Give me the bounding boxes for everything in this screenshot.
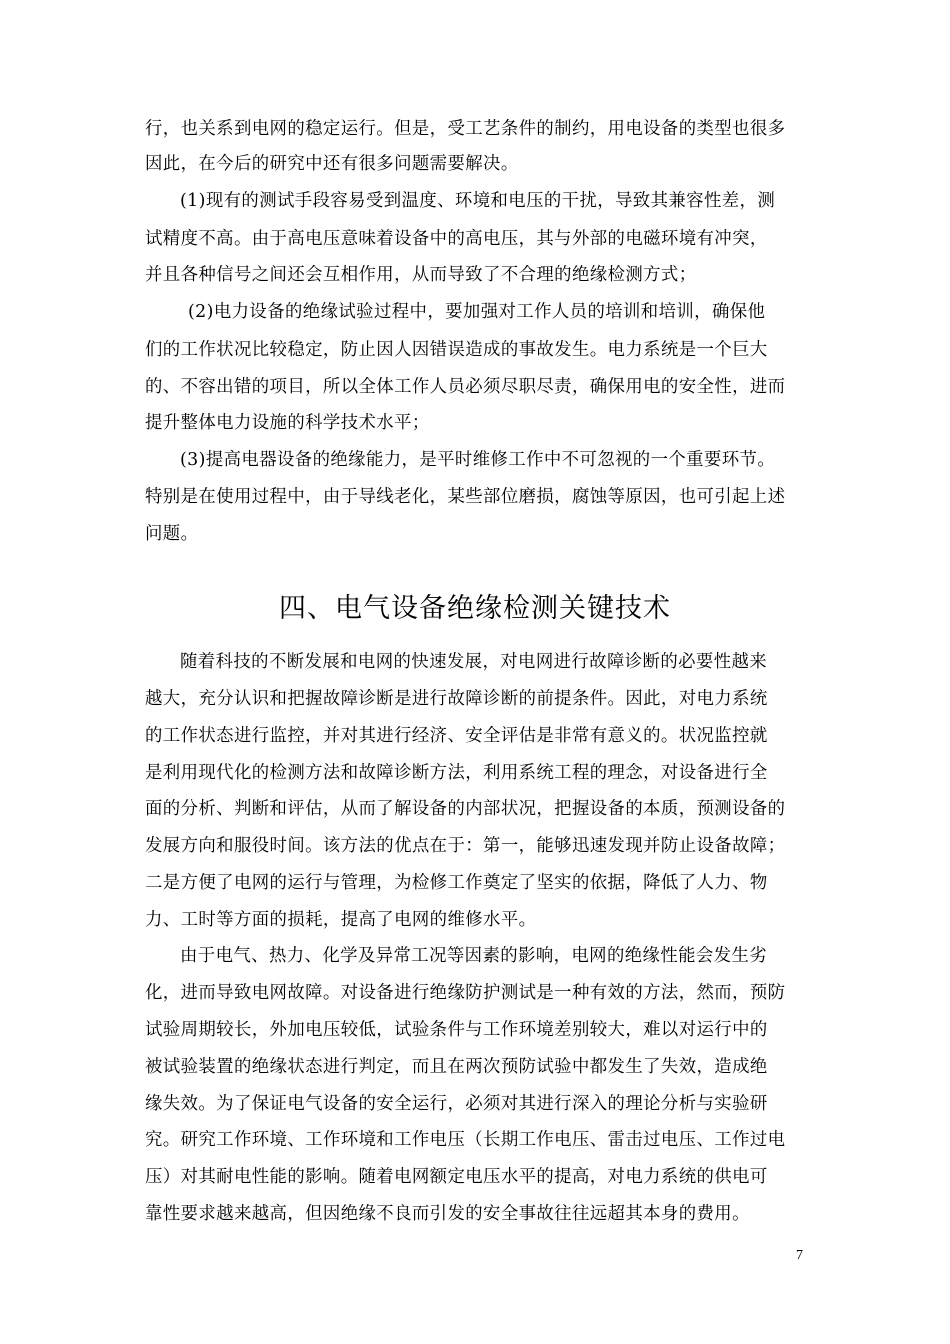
text-line: (1)现有的测试手段容易受到温度、环境和电压的干扰，导致其兼容性差，测 bbox=[180, 191, 776, 211]
text-line: 缘失效。为了保证电气设备的安全运行，必须对其进行深入的理论分析与实验研 bbox=[145, 1094, 768, 1114]
text-line: 力、工时等方面的损耗，提高了电网的维修水平。 bbox=[145, 910, 537, 930]
page-number: 7 bbox=[796, 1248, 803, 1263]
text-line: 面的分析、判断和评估，从而了解设备的内部状况，把握设备的本质，预测设备的 bbox=[145, 799, 786, 819]
text-line: 二是方便了电网的运行与管理，为检修工作奠定了坚实的依据，降低了人力、物 bbox=[145, 873, 768, 893]
text-line: 究。研究工作环境、工作环境和工作电压（长期工作电压、雷击过电压、工作过电 bbox=[145, 1130, 786, 1150]
text-line: 是利用现代化的检测方法和故障诊断方法，利用系统工程的理念，对设备进行全 bbox=[145, 763, 768, 783]
text-line: 化，进而导致电网故障。对设备进行绝缘防护测试是一种有效的方法，然而，预防 bbox=[145, 983, 786, 1003]
text-line: 试精度不高。由于高电压意味着设备中的高电压，其与外部的电磁环境有冲突， bbox=[145, 229, 768, 249]
text-line: 由于电气、热力、化学及异常工况等因素的影响，电网的绝缘性能会发生劣 bbox=[180, 946, 768, 966]
text-line: 试验周期较长，外加电压较低，试验条件与工作环境差别较大，难以对运行中的 bbox=[145, 1020, 768, 1040]
text-line: 特别是在使用过程中，由于导线老化，某些部位磨损，腐蚀等原因，也可引起上述 bbox=[145, 487, 786, 507]
text-line: 被试验装置的绝缘状态进行判定，而且在两次预防试验中都发生了失效，造成绝 bbox=[145, 1057, 768, 1077]
text-line: 靠性要求越来越高，但因绝缘不良而引发的安全事故往往远超其本身的费用。 bbox=[145, 1204, 750, 1224]
text-line: 的工作状态进行监控，并对其进行经济、安全评估是非常有意义的。状况监控就 bbox=[145, 726, 768, 746]
text-line: 问题。 bbox=[145, 524, 199, 544]
text-line: 们的工作状况比较稳定，防止因人因错误造成的事故发生。电力系统是一个巨大 bbox=[145, 340, 768, 360]
text-line: (3)提高电器设备的绝缘能力，是平时维修工作中不可忽视的一个重要环节。 bbox=[180, 450, 776, 470]
text-line: 压）对其耐电性能的影响。随着电网额定电压水平的提高，对电力系统的供电可 bbox=[145, 1167, 768, 1187]
section-heading: 四、电气设备绝缘检测关键技术 bbox=[279, 593, 671, 624]
text-line: 行，也关系到电网的稳定运行。但是，受工艺条件的制约，用电设备的类型也很多 bbox=[145, 119, 786, 139]
text-line: 发展方向和服役时间。该方法的优点在于：第一，能够迅速发现并防止设备故障； bbox=[145, 836, 786, 856]
text-line: 随着科技的不断发展和电网的快速发展，对电网进行故障诊断的必要性越来 bbox=[180, 652, 768, 672]
text-line: (2)电力设备的绝缘试验过程中，要加强对工作人员的培训和培训，确保他 bbox=[188, 302, 766, 322]
text-line: 因此，在今后的研究中还有很多问题需要解决。 bbox=[145, 154, 519, 174]
text-line: 并且各种信号之间还会互相作用，从而导致了不合理的绝缘检测方式； bbox=[145, 265, 697, 285]
text-line: 越大，充分认识和把握故障诊断是进行故障诊断的前提条件。因此，对电力系统 bbox=[145, 689, 768, 709]
text-line: 的、不容出错的项目，所以全体工作人员必须尽职尽责，确保用电的安全性，进而 bbox=[145, 377, 786, 397]
text-line: 提升整体电力设施的科学技术水平； bbox=[145, 413, 430, 433]
